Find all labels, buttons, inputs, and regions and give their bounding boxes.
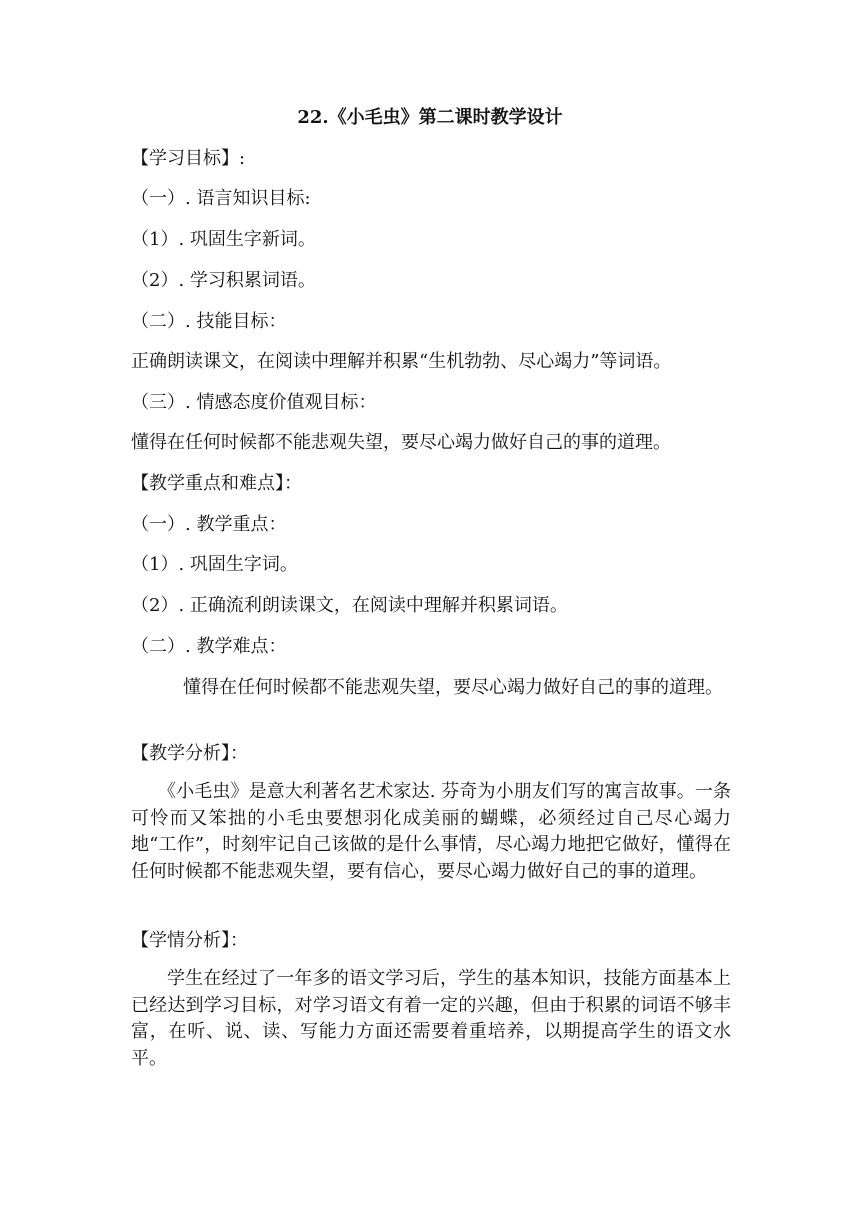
document-title: 22.《小毛虫》第二课时教学设计 bbox=[297, 107, 563, 128]
teaching-focus-heading: （一）. 教学重点： bbox=[131, 514, 287, 535]
student-analysis-text: 学生在经过了一年多的语文学习后，学生的基本知识，技能方面基本上已经达到学习目标，对学习语文有着一定的兴趣，但由于积累的词语不够丰富，在听、说、读、写能力方面还需要着重培养，以期提高学生的语文水平。 bbox=[131, 968, 731, 1069]
skill-objective-text: 正确朗读课文，在阅读中理解并积累“生机勃勃、尽心竭力”等词语。 bbox=[131, 351, 672, 372]
student-analysis-paragraph bbox=[131, 966, 731, 1072]
language-objective-heading: （一）. 语言知识目标: bbox=[131, 188, 311, 209]
language-objective-item-2: （2）. 学习积累词语。 bbox=[131, 270, 316, 291]
teaching-analysis-paragraph bbox=[131, 779, 731, 885]
teaching-difficulty-heading: （二）. 教学难点： bbox=[131, 636, 287, 657]
teaching-analysis-text: 《小毛虫》是意大利著名艺术家达. 芬奇为小朋友们写的寓言故事。一条可怜而又笨拙的小毛虫要想羽化成美丽的蝴蝶，必须经过自己尽心竭力地“工作”，时刻牢记自己该做的是什么事情，尽心竭力地把它做好，懂得在任何时候都不能悲观失望，要有信心，要尽心竭力做好自己的事的道理。 bbox=[131, 781, 731, 882]
language-objective-item-1: （1）. 巩固生字新词。 bbox=[131, 229, 316, 250]
teaching-focus-item-1: （1）. 巩固生字词。 bbox=[131, 554, 298, 575]
teaching-analysis-heading: 【教学分析】： bbox=[131, 743, 248, 764]
teaching-focus-item-2: （2）. 正确流利朗读课文，在阅读中理解并积累词语。 bbox=[131, 595, 568, 616]
objectives-heading: 【学习目标】: bbox=[131, 148, 246, 169]
key-points-heading: 【教学重点和难点】： bbox=[131, 473, 302, 494]
student-analysis-heading: 【学情分析】： bbox=[131, 930, 248, 951]
emotion-objective-heading: （三）. 情感态度价值观目标： bbox=[131, 392, 377, 413]
emotion-objective-text: 懂得在任何时候都不能悲观失望，要尽心竭力做好自己的事的道理。 bbox=[131, 432, 671, 453]
skill-objective-heading: （二）. 技能目标： bbox=[131, 311, 287, 332]
teaching-difficulty-text: 懂得在任何时候都不能悲观失望，要尽心竭力做好自己的事的道理。 bbox=[183, 677, 723, 698]
